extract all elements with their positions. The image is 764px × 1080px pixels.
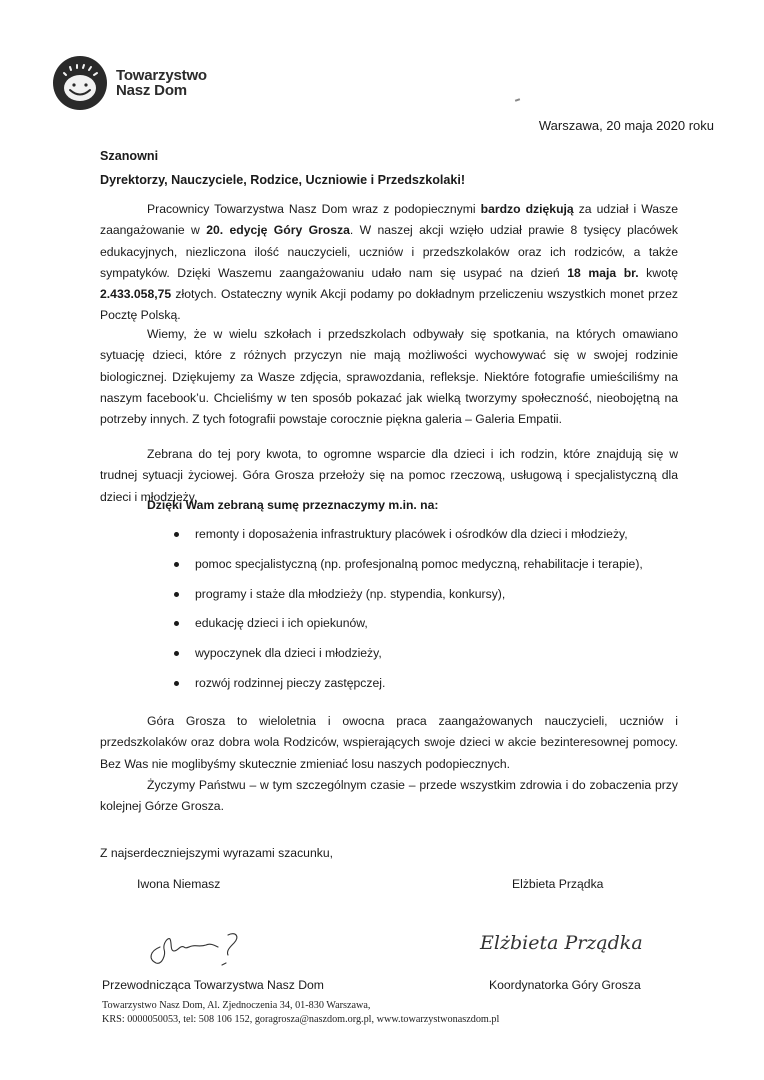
signatory-role-left: Przewodnicząca Towarzystwa Nasz Dom	[102, 978, 324, 992]
bullet-icon	[174, 562, 179, 567]
scan-speck	[515, 98, 520, 102]
list-item-text: pomoc specjalistyczną (np. profesjonalną pomoc medyczną, rehabilitacje i terapie),	[195, 556, 643, 571]
paragraph-thanks	[100, 199, 678, 327]
organization-logo	[52, 55, 207, 111]
closing-phrase: Z najserdeczniejszymi wyrazami szacunku,	[100, 846, 333, 860]
logo-line-1: Towarzystwo	[116, 67, 207, 84]
logo-wordmark	[116, 68, 207, 98]
text-run: złotych. Ostateczny wynik Akcji podamy po dokładnym przeliczeniu wszystkich monet przez Pocztę Polską.	[100, 287, 678, 323]
bullet-icon	[174, 592, 179, 597]
text-run: za udział i Wasze zaangażowanie w	[100, 202, 678, 238]
text-run: kwotę	[638, 265, 678, 280]
signatory-name-right: Elżbieta Prządka	[512, 877, 604, 891]
allocation-list	[168, 524, 688, 703]
bullet-icon	[174, 532, 179, 537]
signatory-name-left: Iwona Niemasz	[137, 877, 221, 891]
list-heading: Dzięki Wam zebraną sumę przeznaczymy m.in. na:	[147, 498, 439, 512]
list-item	[168, 673, 688, 703]
list-item	[168, 524, 688, 554]
list-item	[168, 554, 688, 584]
bullet-icon	[174, 681, 179, 686]
paragraph-support: Zebrana do tej pory kwota, to ogromne wsparcie dla dzieci i ich rodzin, które znajdują się w trudnej sytuacji życiowej. Góra Grosza przełoży się na pomoc rzeczową, usługową i specjalistyczną dla dzieci i młodzieży.	[100, 447, 678, 504]
letter-date: Warszawa, 20 maja 2020 roku	[538, 118, 714, 133]
bullet-icon	[174, 621, 179, 626]
list-item	[168, 613, 688, 643]
handwritten-signature-left	[140, 925, 250, 970]
emphasis-edition: 20. edycję Góry Grosza	[206, 223, 350, 238]
footer-contact: KRS: 0000050053, tel: 508 106 152, goragrosza@naszdom.org.pl, www.towarzystwonaszdom.pl	[102, 1014, 500, 1025]
addressees: Dyrektorzy, Nauczyciele, Rodzice, Uczniowie i Przedszkolaki!	[100, 173, 466, 187]
list-item-text: remonty i doposażenia infrastruktury placówek i ośrodków dla dzieci i młodzieży,	[195, 527, 628, 541]
list-item	[168, 643, 688, 673]
handwritten-signature-right	[478, 927, 643, 957]
emphasis-amount: 2.433.058,75	[100, 287, 172, 302]
emphasis-date: 18 maja br.	[567, 265, 639, 280]
emphasis-thanks: bardzo dziękują	[480, 202, 574, 216]
salutation: Szanowni	[100, 149, 159, 163]
signature-text: Elżbieta Prządka	[480, 932, 643, 954]
list-item-text: edukację dzieci i ich opiekunów,	[195, 616, 368, 631]
text-run: Pracownicy Towarzystwa Nasz Dom wraz z podopiecznymi	[147, 202, 481, 216]
letter-footer	[102, 999, 499, 1027]
signatory-role-right: Koordynatorka Góry Grosza	[489, 978, 641, 992]
smiling-sun-icon	[52, 55, 108, 111]
list-item-text: rozwój rodzinnej pieczy zastępczej.	[195, 675, 386, 690]
list-item-text: wypoczynek dla dzieci i młodzieży,	[195, 646, 382, 661]
footer-address: Towarzystwo Nasz Dom, Al. Zjednoczenia 34, 01-830 Warszawa,	[102, 1000, 371, 1011]
paragraph-wishes: Życzymy Państwu – w tym szczególnym czasie – przede wszystkim zdrowia i do zobaczenia przy kolejnej Górze Grosza.	[100, 778, 678, 814]
list-item	[168, 584, 688, 614]
text-run: . W naszej akcji wzięło udział prawie 8 tysięcy placówek edukacyjnych, niezliczona ilość nauczycieli, uczniów i przedszkolaków oraz ich rodziców, a także sympatyków. Dzięki Waszemu zaangażowaniu udało nam się usypać na dzień	[100, 223, 678, 280]
logo-line-2: Nasz Dom	[116, 82, 187, 99]
paragraph-appreciation: Góra Grosza to wieloletnia i owocna praca zaangażowanych nauczycieli, uczniów i przedszkolaków oraz dobra wola Rodziców, wspierających swoje dzieci w akcie bezinteresownej pomocy. Bez Was nie moglibyśmy skutecznie zmieniać losu naszych podopiecznych.	[100, 714, 678, 771]
paragraph-meetings: Wiemy, że w wielu szkołach i przedszkolach odbywały się spotkania, na których omawiano sytuację dzieci, które z różnych przyczyn nie mają możliwości wychowywać się w swojej rodzinie biologicznej. Dziękujemy za Wasze zdjęcia, sprawozdania, refleksje. Niektóre fotografie umieściliśmy na naszym facebook’u. Chcieliśmy w ten sposób pokazać jak wielką tworzymy społeczność, nieobojętną na potrzeby innych. Z tych fotografii powstaje corocznie piękna galeria – Galeria Empatii.	[100, 327, 678, 427]
list-item-text: programy i staże dla młodzieży (np. stypendia, konkursy),	[195, 586, 506, 601]
bullet-icon	[174, 651, 179, 656]
